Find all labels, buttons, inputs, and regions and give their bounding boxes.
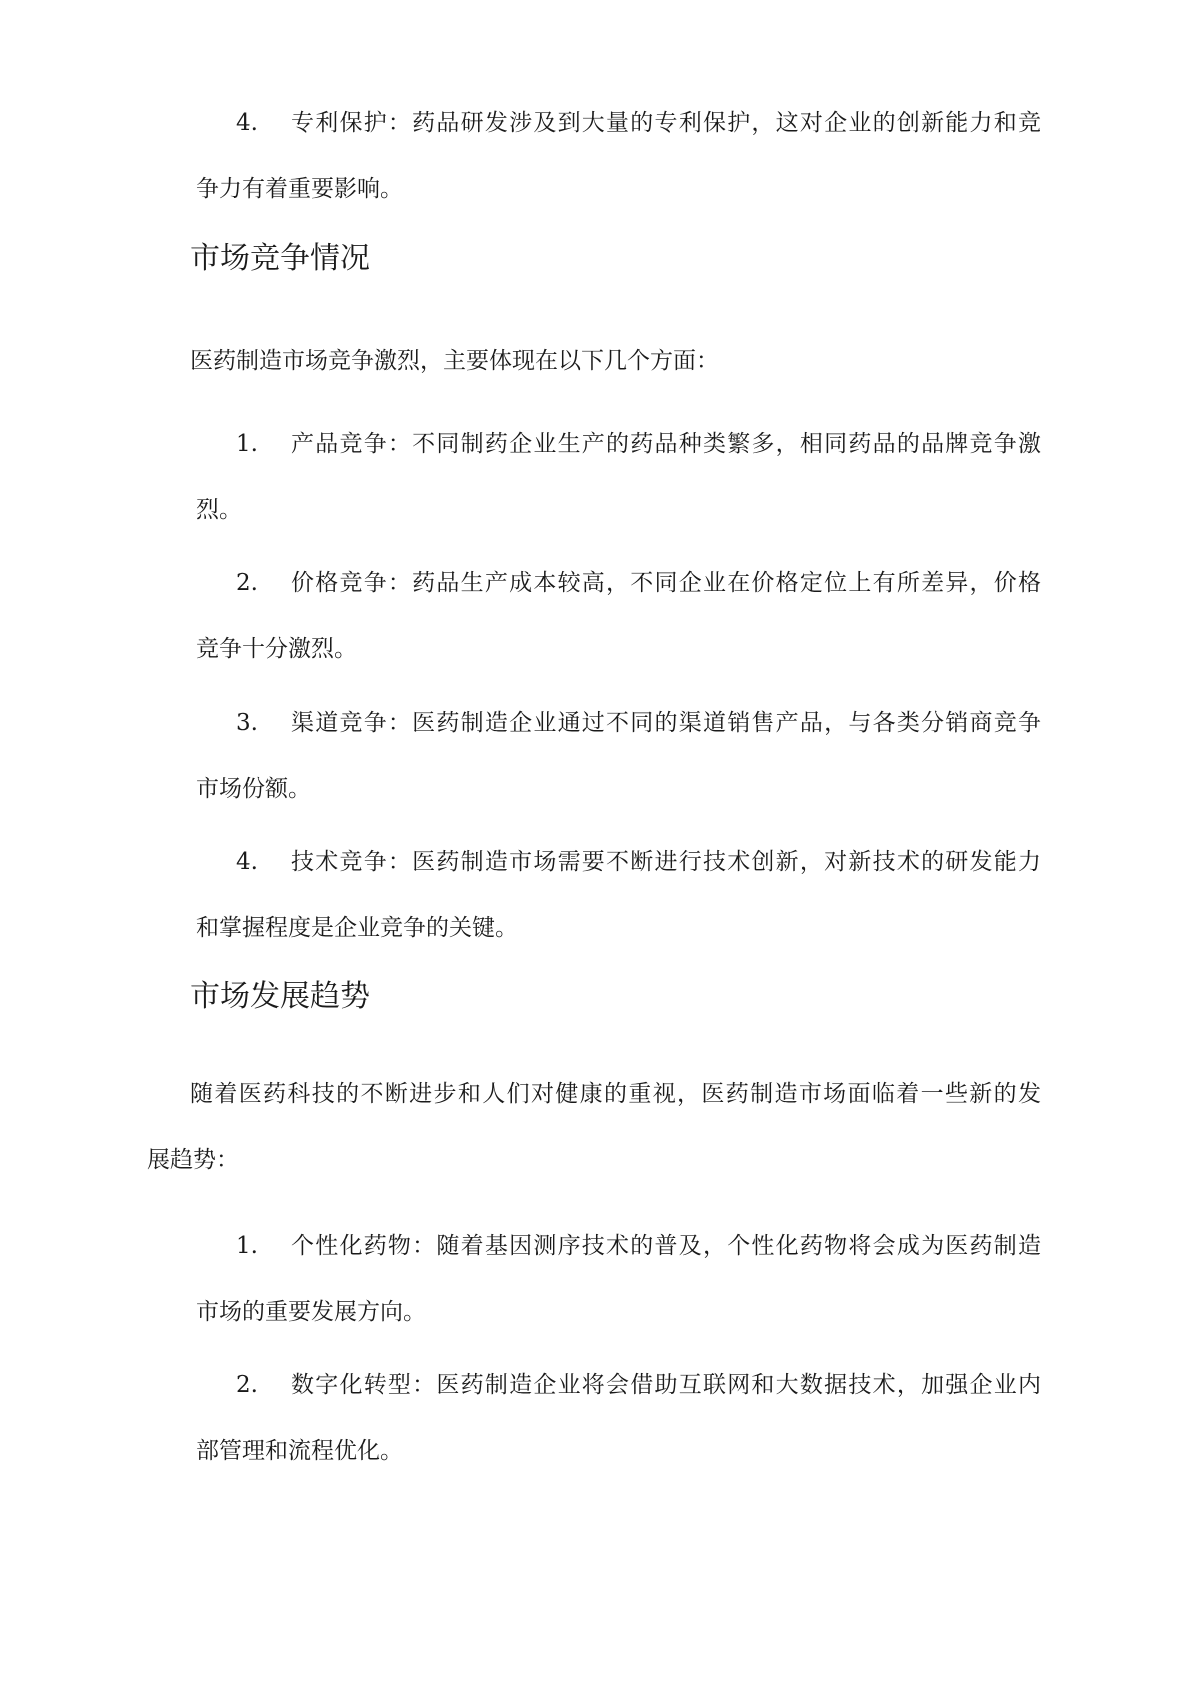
list-item-number: 4.	[236, 849, 258, 875]
list-item-text-line2: 烈。	[196, 497, 242, 523]
list-item-text-line1: 数字化转型：医药制造企业将会借助互联网和大数据技术，加强企业内	[291, 1372, 1041, 1398]
list-item-text-line2: 部管理和流程优化。	[196, 1438, 403, 1464]
list-item-text-line2: 争力有着重要影响。	[196, 176, 403, 202]
section-heading-trends: 市场发展趋势	[190, 979, 370, 1014]
list-item-number: 1.	[236, 431, 258, 457]
list-item-text-line1: 专利保护：药品研发涉及到大量的专利保护，这对企业的创新能力和竞	[291, 110, 1041, 136]
section-heading-competition: 市场竞争情况	[190, 241, 370, 276]
list-item-text-line2: 市场份额。	[196, 776, 311, 802]
list-item-text-line2: 市场的重要发展方向。	[196, 1299, 426, 1325]
list-item-text-line1: 渠道竞争：医药制造企业通过不同的渠道销售产品，与各类分销商竞争	[291, 710, 1041, 736]
list-item-text-line1: 技术竞争：医药制造市场需要不断进行技术创新，对新技术的研发能力	[291, 849, 1041, 875]
list-item-text-line1: 产品竞争：不同制药企业生产的药品种类繁多，相同药品的品牌竞争激	[291, 431, 1041, 457]
list-item-number: 2.	[236, 570, 258, 596]
list-item-text-line2: 竞争十分激烈。	[196, 636, 357, 662]
list-item-text-line2: 和掌握程度是企业竞争的关键。	[196, 915, 518, 941]
list-item-number: 2.	[236, 1372, 258, 1398]
list-item-number: 4.	[236, 110, 258, 136]
paragraph-line2: 展趋势：	[147, 1147, 239, 1173]
list-item-number: 3.	[236, 710, 258, 736]
paragraph-line1: 随着医药科技的不断进步和人们对健康的重视，医药制造市场面临着一些新的发	[190, 1081, 1041, 1107]
list-item-text-line1: 个性化药物：随着基因测序技术的普及，个性化药物将会成为医药制造	[291, 1233, 1041, 1259]
list-item-text-line1: 价格竞争：药品生产成本较高，不同企业在价格定位上有所差异，价格	[291, 570, 1041, 596]
section-intro-competition: 医药制造市场竞争激烈，主要体现在以下几个方面：	[190, 348, 719, 374]
list-item-number: 1.	[236, 1233, 258, 1259]
